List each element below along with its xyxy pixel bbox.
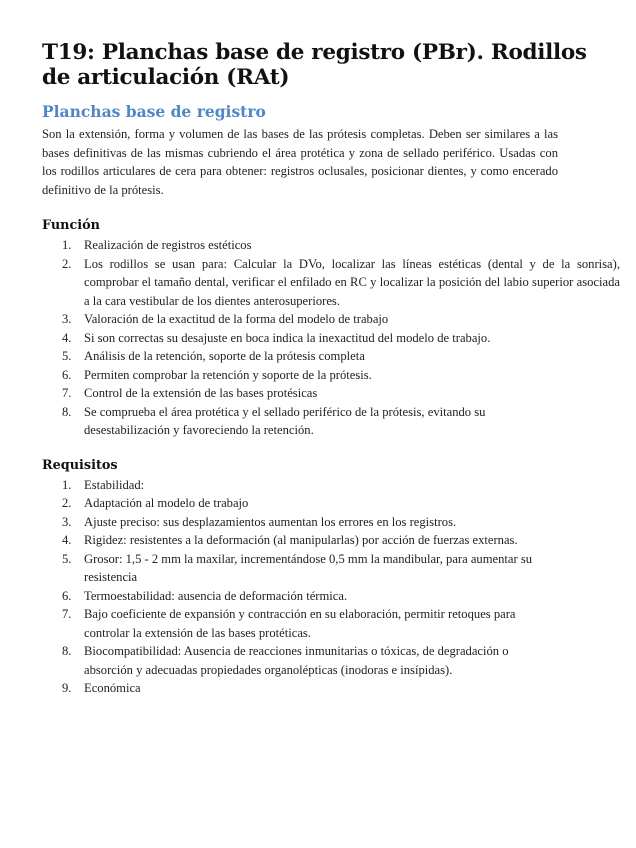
funcion-heading: Función — [42, 218, 100, 233]
list-item: 5. Grosor: 1,5 - 2 mm la maxilar, incrementándose 0,5 mm la mandibular, para aumentar su resistencia — [62, 551, 533, 584]
list-item: 3. Valoración de la exactitud de la forma del modelo de trabajo — [62, 312, 389, 326]
list-item: 6. Termoestabilidad: ausencia de deformación térmica. — [62, 588, 348, 603]
section-title: Planchas base de registro — [42, 102, 266, 121]
list-item: 4. Si son correctas su desajuste en boca indica la inexactitud del modelo de trabajo. — [62, 330, 491, 345]
list-item: 8. Se comprueba el área protética y el sellado periférico de la prótesis, evitando su desestabilización y favoreciendo la retención. — [62, 404, 486, 437]
list-item: 4. Rigidez: resistentes a la deformación (al manipularlas) por acción de fuerzas externas. — [62, 533, 518, 547]
list-item: 1. Realización de registros estéticos — [62, 238, 252, 252]
list-item: 1. Estabilidad: — [62, 477, 145, 492]
list-item: 7. Control de la extensión de las bases protésicas — [62, 386, 318, 400]
page-title: T19: Planchas base de registro (PBr). Rodillos de articulación (RAt) — [42, 40, 587, 90]
list-item: 9. Económica — [62, 681, 141, 695]
list-item: 6. Permiten comprobar la retención y soporte de la prótesis. — [62, 367, 372, 382]
list-item: 2. Los rodillos se usan para: Calcular la DVo, localizar las líneas estéticas (dental y de la sonrisa), comprobar el tamaño dental, verificar el enfilado en RC y localizar la posición del labio superior asociada a la cara vestibular de los dientes anterosuperiores. — [62, 256, 620, 308]
requisitos-heading: Requisitos — [42, 457, 118, 473]
funcion-list — [42, 236, 618, 440]
list-item: 7. Bajo coeficiente de expansión y contracción en su elaboración, permitir retoques para controlar la extensión de las bases protéticas. — [62, 607, 516, 640]
intro-paragraph: Son la extensión, forma y volumen de las bases de las prótesis completas. Deben ser similares a las bases definitivas de las mismas cubriendo el área protética y zona de sellado periférico. Usadas con los rodillos articulares de cera para obtener: registros oclusales, posicionar dientes, y como encerado definitivo de la prótesis. — [42, 127, 558, 197]
list-item: 8. Biocompatibilidad: Ausencia de reacciones inmunitarias o tóxicas, de degradación o absorción y adecuadas propiedades organolépticas (inodoras e insípidas). — [62, 644, 509, 677]
list-item: 3. Ajuste preciso: sus desplazamientos aumentan los errores en los registros. — [62, 514, 457, 529]
list-item: 5. Análisis de la retención, soporte de la prótesis completa — [62, 349, 365, 363]
list-item: 2. Adaptación al modelo de trabajo — [62, 496, 249, 510]
requisitos-list — [42, 476, 618, 698]
